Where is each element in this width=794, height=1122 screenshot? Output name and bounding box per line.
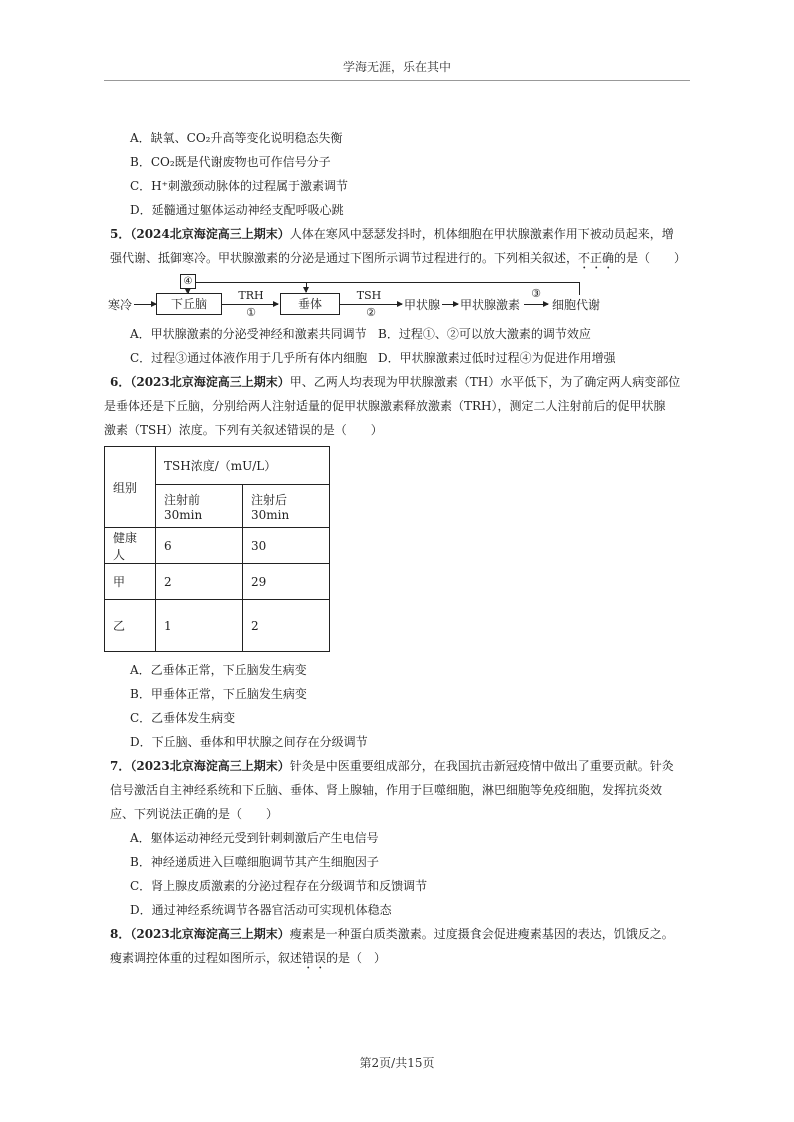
page-header: 学海无涯，乐在其中 [342, 60, 451, 74]
q6-stem-line1 [110, 374, 680, 390]
q5-stem-line2 [110, 250, 686, 272]
q6-option-b: B．甲垂体正常，下丘脑发生病变 [130, 687, 307, 701]
q6-option-a: A．乙垂体正常，下丘脑发生病变 [130, 663, 307, 677]
q5-option-a: A．甲状腺激素的分泌受神经和激素共同调节 [130, 327, 367, 341]
q6-stem-text1: 甲、乙两人均表现为甲状腺激素（TH）水平低下，为了确定两人病变部位 [289, 375, 681, 389]
q6-option-c: C．乙垂体发生病变 [130, 711, 236, 725]
q8-number: 8． [110, 927, 131, 941]
table-cell-group: 乙 [105, 600, 156, 652]
table-cell-before: 2 [156, 564, 243, 600]
feedback-label: ④ [180, 274, 196, 289]
q4-option-c: C．H⁺刺激颈动脉体的过程属于激素调节 [130, 179, 348, 193]
q8-stem-text2a: 瘦素调控体重的过程如图所示，叙述 [110, 951, 303, 965]
table-cell-after: 29 [243, 564, 330, 600]
q5-stem-line1 [110, 226, 674, 242]
q8-stem-line1 [110, 926, 674, 942]
table-cell-after: 2 [243, 600, 330, 652]
q8-stem-emphasis: 错误 [302, 951, 327, 965]
q7-option-d: D．通过神经系统调节各器官活动可实现机体稳态 [130, 903, 392, 917]
table-header-before: 注射前30min [156, 485, 243, 528]
q8-source: （2023北京海淀高三上期末） [130, 927, 290, 941]
q7-option-a: A．躯体运动神经元受到针刺刺激后产生电信号 [130, 831, 379, 845]
arrow-step3 [524, 304, 548, 305]
q5-source: （2024北京海淀高三上期末） [130, 227, 290, 241]
tsh-label: TSH [356, 289, 382, 302]
table-cell-group: 甲 [105, 564, 156, 600]
q5-stem-text2b: 的是（ ） [614, 251, 687, 265]
q8-stem-text2b: 的是（ ） [326, 951, 387, 965]
table-row [105, 600, 330, 652]
feedback-arrow-pituitary [306, 282, 307, 292]
q5-option-c: C．过程③通过体液作用于几乎所有体内细胞 [130, 351, 368, 365]
q5-option-d: D．甲状腺激素过低时过程④为促进作用增强 [378, 351, 616, 365]
table-cell-group: 健康人 [105, 528, 156, 564]
q7-number: 7． [110, 759, 131, 773]
q7-stem-line1 [110, 758, 674, 774]
q8-stem-line2 [110, 950, 386, 972]
q5-option-b: B．过程①、②可以放大激素的调节效应 [378, 327, 591, 341]
step3-label: ③ [531, 287, 541, 300]
hormone-regulation-diagram [108, 276, 628, 326]
cell-metabolism-node: 细胞代谢 [552, 298, 601, 312]
page-footer: 第2页/共15页 [359, 1056, 435, 1070]
q4-option-b: B．CO₂既是代谢废物也可作信号分子 [130, 155, 331, 169]
q7-stem-line2: 信号激活自主神经系统和下丘脑、垂体、肾上腺轴，作用于巨噬细胞，淋巴细胞等免疫细胞，发挥抗炎效 [110, 783, 663, 797]
table-header-value: TSH浓度/（mU/L） [156, 447, 330, 485]
pituitary-box: 垂体 [280, 293, 340, 315]
q6-source: （2023北京海淀高三上期末） [130, 375, 290, 389]
table-cell-after: 30 [243, 528, 330, 564]
q6-number: 6． [110, 375, 131, 389]
q7-stem-line3: 应、下列说法正确的是（ ） [110, 807, 279, 821]
arrow-tsh [340, 304, 402, 305]
step1-label: ① [246, 306, 256, 319]
thyroid-node: 甲状腺 [404, 298, 441, 312]
q6-stem-line2: 是垂体还是下丘脑，分别给两人注射适量的促甲状腺激素释放激素（TRH），测定二人注射前后的促甲状腺 [104, 399, 666, 413]
q6-stem-line3: 激素（TSH）浓度。下列有关叙述错误的是（ ） [104, 423, 383, 437]
arrow-trh [222, 304, 278, 305]
cold-stimulus: 寒冷 [108, 298, 133, 312]
table-cell-before: 6 [156, 528, 243, 564]
q7-option-b: B．神经递质进入巨噬细胞调节其产生细胞因子 [130, 855, 379, 869]
header-divider [104, 80, 690, 81]
table-header-after: 注射后30min [243, 485, 330, 528]
q5-number: 5． [110, 227, 131, 241]
tsh-table [104, 446, 330, 652]
table-header-group: 组别 [105, 447, 156, 528]
q6-option-d: D．下丘脑、垂体和甲状腺之间存在分级调节 [130, 735, 368, 749]
table-cell-before: 1 [156, 600, 243, 652]
q7-option-c: C．肾上腺皮质激素的分泌过程存在分级调节和反馈调节 [130, 879, 428, 893]
q5-stem-text2a: 强代谢、抵御寒冷。甲状腺激素的分泌是通过下图所示调节过程进行的。下列相关叙述， [110, 251, 579, 265]
q5-stem-emphasis: 不正确 [578, 251, 615, 265]
arrow-cold-hypothalamus [134, 304, 156, 305]
table-row [105, 564, 330, 600]
q8-stem-text1: 瘦素是一种蛋白质类激素。过度摄食会促进瘦素基因的表达，饥饿反之。 [289, 927, 674, 941]
q4-option-a: A．缺氧、CO₂升高等变化说明稳态失衡 [130, 131, 343, 145]
thyroid-hormone-node: 甲状腺激素 [460, 298, 521, 312]
trh-label: TRH [238, 289, 264, 302]
arrow-thyroid-hormone [442, 304, 458, 305]
table-row [105, 528, 330, 564]
q4-option-d: D．延髓通过躯体运动神经支配呼吸心跳 [130, 203, 344, 217]
q7-stem-text1: 针灸是中医重要组成部分，在我国抗击新冠疫情中做出了重要贡献。针灸 [289, 759, 674, 773]
q7-source: （2023北京海淀高三上期末） [130, 759, 290, 773]
hypothalamus-box: 下丘脑 [156, 293, 222, 315]
step2-label: ② [366, 306, 376, 319]
q5-stem-text1: 人体在寒风中瑟瑟发抖时，机体细胞在甲状腺激素作用下被动员起来，增 [289, 227, 674, 241]
